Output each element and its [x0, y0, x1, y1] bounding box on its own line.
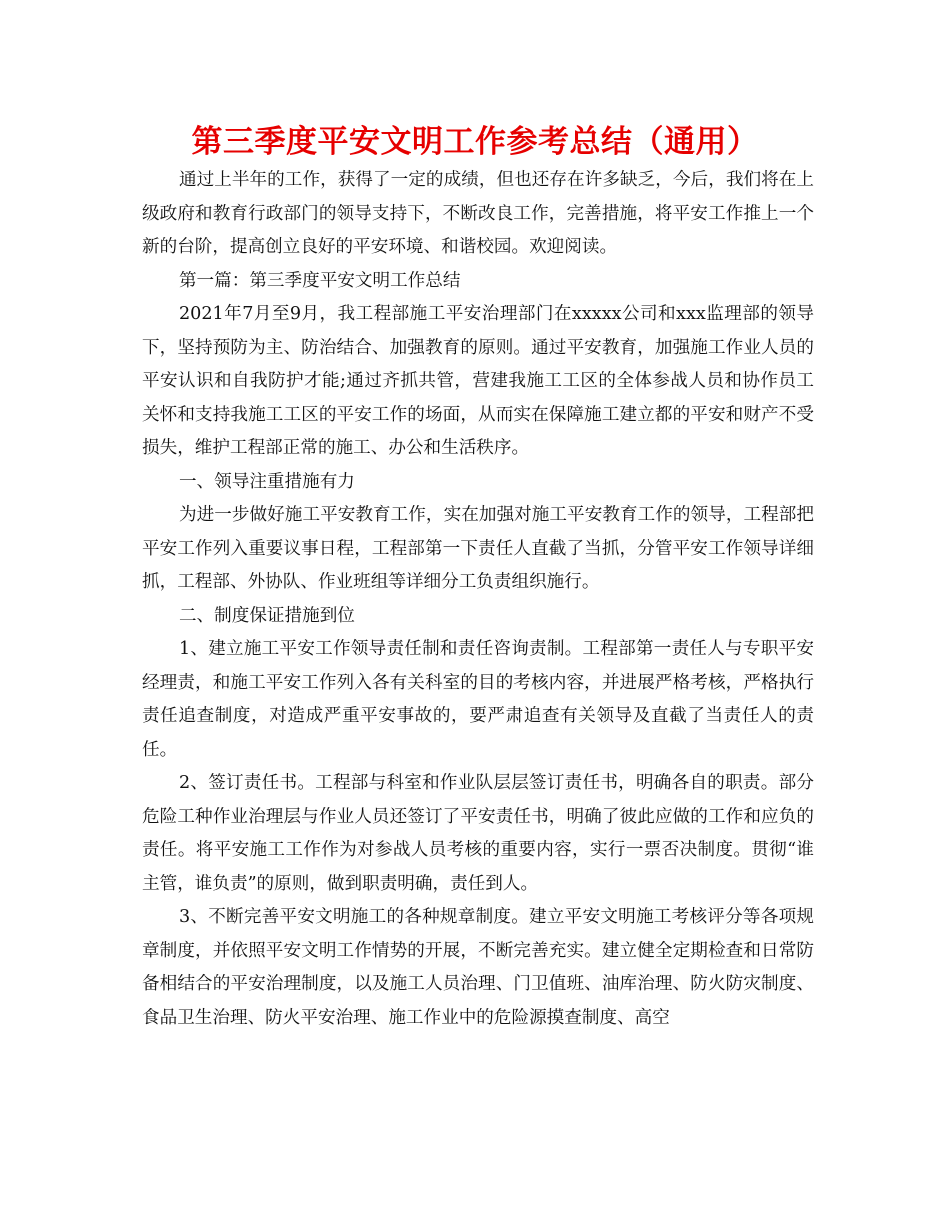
intro-paragraph: 通过上半年的工作，获得了一定的成绩，但也还存在许多缺乏，今后，我们将在上级政府和教育行政部门的领导支持下，不断改良工作，完善措施，将平安工作推上一个新的台阶，提高创立良好的平安环境、和谐校园。欢迎阅读。	[142, 170, 814, 257]
section-heading-2: 二、制度保证措施到位	[178, 605, 355, 626]
chapter-heading: 第一篇：第三季度平安文明工作总结	[178, 270, 461, 291]
body-paragraph: 3、不断完善平安文明施工的各种规章制度。建立平安文明施工考核评分等各项规章制度，并依照平安文明工作情势的开展，不断完善充实。建立健全定期检查和日常防备相结合的平安治理制度，以及施工人员治理、门卫值班、油库治理、防火防灾制度、食品卫生治理、防火平安治理、施工作业中的危险源摸查制度、高空	[142, 907, 814, 1028]
body-paragraph: 2021年7月至9月，我工程部施工平安治理部门在xxxxx公司和xxx监理部的领导下，坚持预防为主、防治结合、加强教育的原则。通过平安教育，加强施工作业人员的平安认识和自我防护才能;通过齐抓共管，营建我施工工区的全体参战人员和协作员工关怀和支持我施工工区的平安工作的场面，从而实在保障施工建立都的平安和财产不受损失，维护工程部正常的施工、办公和生活秩序。	[142, 304, 814, 458]
body-paragraph: 为进一步做好施工平安教育工作，实在加强对施工平安教育工作的领导，工程部把平安工作列入重要议事日程，工程部第一下责任人直截了当抓，分管平安工作领导详细抓，工程部、外协队、作业班组等详细分工负责组织施行。	[142, 505, 814, 592]
document-title: 第三季度平安文明工作参考总结（通用）	[191, 124, 759, 160]
body-paragraph: 2、签订责任书。工程部与科室和作业队层层签订责任书，明确各自的职责。部分危险工种作业治理层与作业人员还签订了平安责任书，明确了彼此应做的工作和应负的责任。将平安施工工作作为对参战人员考核的重要内容，实行一票否决制度。贯彻“谁主管，谁负责”的原则，做到职责明确，责任到人。	[142, 773, 814, 894]
document-body	[142, 164, 814, 1035]
body-paragraph: 1、建立施工平安工作领导责任制和责任咨询责制。工程部第一责任人与专职平安经理责，和施工平安工作列入各有关科室的目的考核内容，并进展严格考核，严格执行责任追查制度，对造成严重平安事故的，要严肃追查有关领导及直截了当责任人的责任。	[142, 639, 814, 760]
section-heading-1: 一、领导注重措施有力	[178, 471, 355, 492]
